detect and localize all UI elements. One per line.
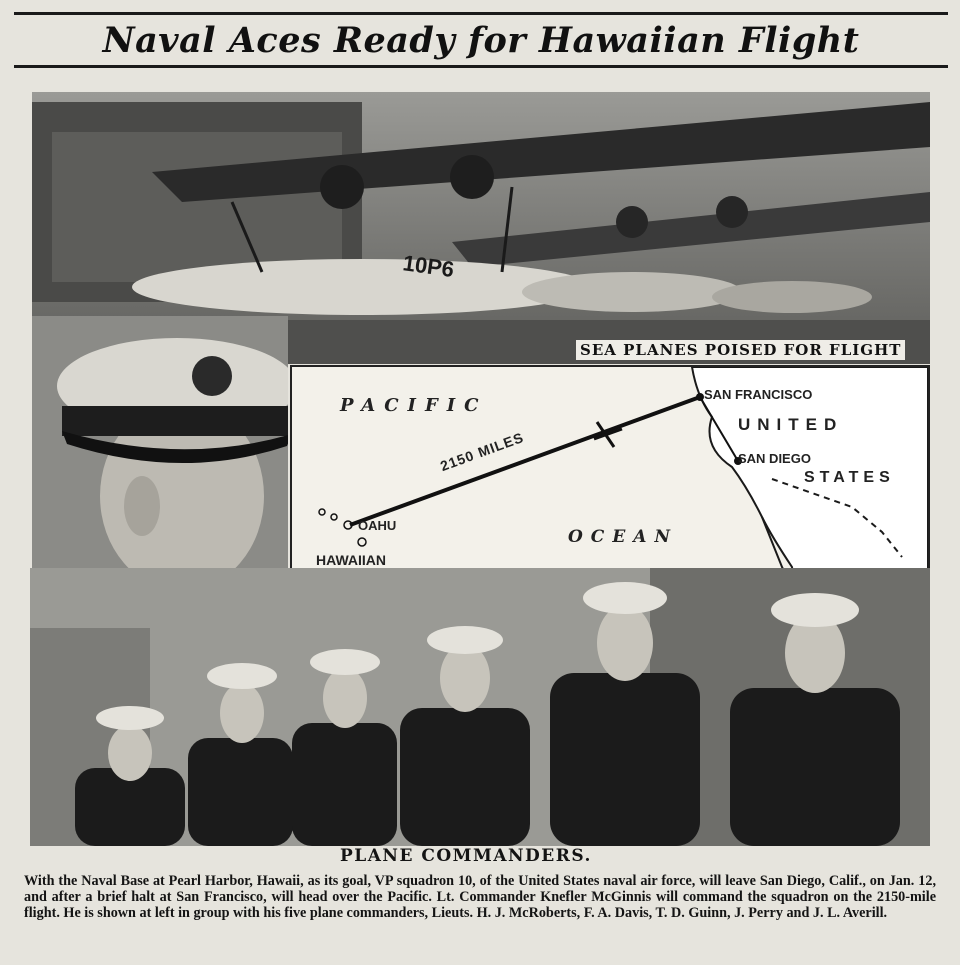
label-oahu: OAHU xyxy=(358,518,397,533)
label-united: UNITED xyxy=(738,415,844,434)
group-illustration xyxy=(30,568,930,846)
seaplanes-caption: SEA PLANES POISED FOR FLIGHT xyxy=(576,340,905,360)
label-distance: 2150 MILES xyxy=(438,428,527,475)
label-hawaiian: HAWAIIAN xyxy=(316,552,386,568)
hull-marking: 10P6 xyxy=(401,250,456,283)
label-ocean: OCEAN xyxy=(568,527,679,547)
article-body: With the Naval Base at Pearl Harbor, Hawaii, as its goal, VP squadron 10, of the United States naval air force, will leave San Diego, Calif., on Jan. 12, and after a brief halt at San Francisco, will head over the Pacific. Lt. Commander Knefler McGinnis will command the squadron on the 2150-mile flight. He is shown at left in group with his five plane commanders, Lieuts. H. J. McRoberts, F. A. Davis, T. D. Guinn, J. Perry and J. L. Averill. xyxy=(24,873,936,921)
label-san-francisco: SAN FRANCISCO xyxy=(704,387,813,402)
headline: Naval Aces Ready for Hawaiian Flight xyxy=(102,19,860,61)
label-san-diego: SAN DIEGO xyxy=(738,451,811,466)
plane-commanders-photo xyxy=(30,568,930,846)
label-states: STATES xyxy=(804,469,895,486)
label-pacific: PACIFIC xyxy=(340,395,488,416)
group-caption: PLANE COMMANDERS. xyxy=(340,846,592,866)
headline-banner xyxy=(14,12,948,68)
